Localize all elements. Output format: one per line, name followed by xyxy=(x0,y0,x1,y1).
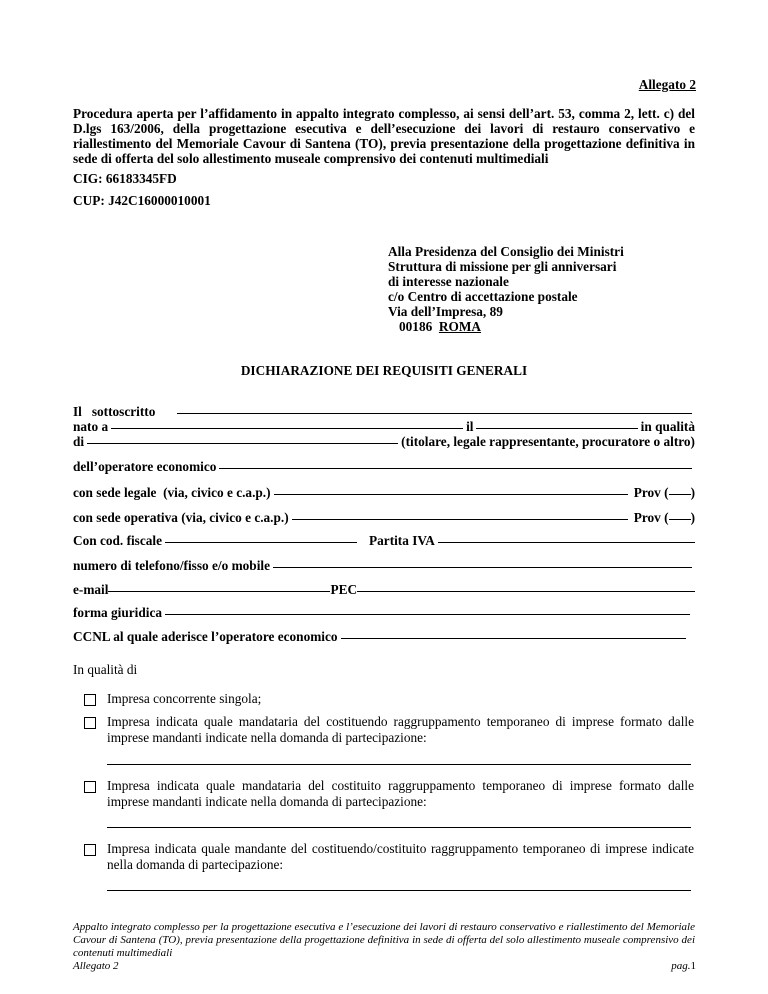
mandanti-costituendo-field[interactable] xyxy=(107,764,691,765)
birthplace-field[interactable] xyxy=(111,427,463,429)
sottoscritto-label: Il sottoscritto xyxy=(73,404,156,419)
ccnl-field[interactable] xyxy=(341,637,686,639)
prov-label: Prov ( xyxy=(633,485,669,500)
role-hint: (titolare, legale rappresentante, procuratore o altro) xyxy=(401,434,695,449)
row-email xyxy=(73,582,695,598)
partita-iva-label: Partita IVA xyxy=(369,533,435,548)
row-sede-legale xyxy=(73,485,695,501)
mandante-imprese-field[interactable] xyxy=(107,890,691,891)
cod-fiscale-field[interactable] xyxy=(165,541,357,543)
sede-legale-field[interactable] xyxy=(274,493,628,495)
recipient-address xyxy=(388,244,624,334)
row-nato xyxy=(73,419,695,435)
telefono-field[interactable] xyxy=(273,566,692,568)
qualita-heading: In qualità di xyxy=(73,662,138,677)
row-sottoscritto xyxy=(73,404,695,420)
recipient-city-line xyxy=(388,319,624,334)
footer-text: Appalto integrato complesso per la progettazione esecutiva e l’esecuzione dei lavori di restauro conservativo e riallestimento del Memoriale Cavour di Santena (TO), previa presentazione della progettazione definitiva in sede di offerta del solo allestimento museale comprensivo dei contenuti multimediali xyxy=(73,921,695,959)
checkbox-mandante[interactable] xyxy=(84,844,96,856)
forma-giuridica-label: forma giuridica xyxy=(73,605,163,620)
procedure-description: Procedura aperta per l’affidamento in appalto integrato complesso, ai sensi dell’art. 53, comma 2, lett. c) del D.lgs 163/2006, della progettazione esecutiva e dell’esecuzione dei lavori di restauro conservativo e riallestimento del Memoriale Cavour di Santena (TO), previa presentazione della progettazione definitiva in sede di offerta del solo allestimento museale comprensivo dei contenuti multimediali xyxy=(73,106,695,166)
recipient-line: di interesse nazionale xyxy=(388,274,509,289)
pec-field[interactable] xyxy=(357,590,695,592)
cup-code: CUP: J42C16000010001 xyxy=(73,193,211,208)
row-ccnl xyxy=(73,629,695,645)
row-role xyxy=(73,434,695,450)
prov-close: ) xyxy=(690,485,695,500)
operatore-field[interactable] xyxy=(219,467,692,469)
mandanti-costituito-field[interactable] xyxy=(107,827,691,828)
cig-code: CIG: 66183345FD xyxy=(73,171,177,186)
option-mandataria-costituito: Impresa indicata quale mandataria del costituito raggruppamento temporaneo di imprese formato dalle imprese mandanti indicate nella domanda di partecipazione: xyxy=(107,778,694,809)
row-sede-operativa xyxy=(73,510,695,526)
checkbox-mandataria-costituendo[interactable] xyxy=(84,717,96,729)
recipient-line: Via dell’Impresa, 89 xyxy=(388,304,503,319)
di-label: di xyxy=(73,434,85,449)
option-mandante: Impresa indicata quale mandante del costituendo/costituito raggruppamento temporaneo di imprese indicate nella domanda di partecipazione: xyxy=(107,841,694,872)
option-impresa-singola: Impresa concorrente singola; xyxy=(107,691,262,706)
ccnl-label: CCNL al quale aderisce l’operatore economico xyxy=(73,629,338,644)
checkbox-mandataria-costituito[interactable] xyxy=(84,781,96,793)
prov-label: Prov ( xyxy=(633,510,669,525)
recipient-line: c/o Centro di accettazione postale xyxy=(388,289,578,304)
prov-close: ) xyxy=(690,510,695,525)
recipient-line: Alla Presidenza del Consiglio dei Ministri xyxy=(388,244,624,259)
prov-operativa-field[interactable] xyxy=(669,518,691,520)
telefono-label: numero di telefono/fisso e/o mobile xyxy=(73,558,270,573)
row-telefono xyxy=(73,558,695,574)
sede-legale-label: con sede legale (via, civico e c.a.p.) xyxy=(73,485,271,500)
checkbox-impresa-singola[interactable] xyxy=(84,694,96,706)
prov-legale-field[interactable] xyxy=(669,493,691,495)
email-label: e-mail xyxy=(73,582,109,597)
option-mandataria-costituendo: Impresa indicata quale mandataria del costituendo raggruppamento temporaneo di imprese formato dalle imprese mandanti indicate nella domanda di partecipazione: xyxy=(107,714,694,745)
il-label: il xyxy=(466,419,474,434)
page-title: DICHIARAZIONE DEI REQUISITI GENERALI xyxy=(240,363,528,378)
forma-giuridica-field[interactable] xyxy=(165,613,690,615)
cod-fiscale-label: Con cod. fiscale xyxy=(73,533,163,548)
partita-iva-field[interactable] xyxy=(438,541,695,543)
sede-operativa-field[interactable] xyxy=(292,518,628,520)
email-field[interactable] xyxy=(108,590,330,592)
page-number xyxy=(671,960,696,972)
role-field[interactable] xyxy=(87,442,398,444)
in-qualita-label: in qualità xyxy=(640,419,695,434)
page-label: pag. xyxy=(671,960,691,972)
row-fiscale xyxy=(73,533,695,549)
row-forma-giuridica xyxy=(73,605,695,621)
row-operatore xyxy=(73,459,695,475)
birthdate-field[interactable] xyxy=(476,427,637,429)
recipient-line: Struttura di missione per gli anniversari xyxy=(388,259,617,274)
recipient-city: ROMA xyxy=(438,319,482,334)
footer-attachment-label: Allegato 2 xyxy=(73,960,119,972)
page-number-value: 1 xyxy=(690,960,696,972)
recipient-postcode: 00186 xyxy=(399,319,433,334)
sottoscritto-field[interactable] xyxy=(177,412,692,414)
operatore-label: dell’operatore economico xyxy=(73,459,217,474)
nato-label: nato a xyxy=(73,419,109,434)
pec-label: PEC xyxy=(330,582,358,597)
sede-operativa-label: con sede operativa (via, civico e c.a.p.) xyxy=(73,510,289,525)
attachment-label: Allegato 2 xyxy=(638,77,696,92)
